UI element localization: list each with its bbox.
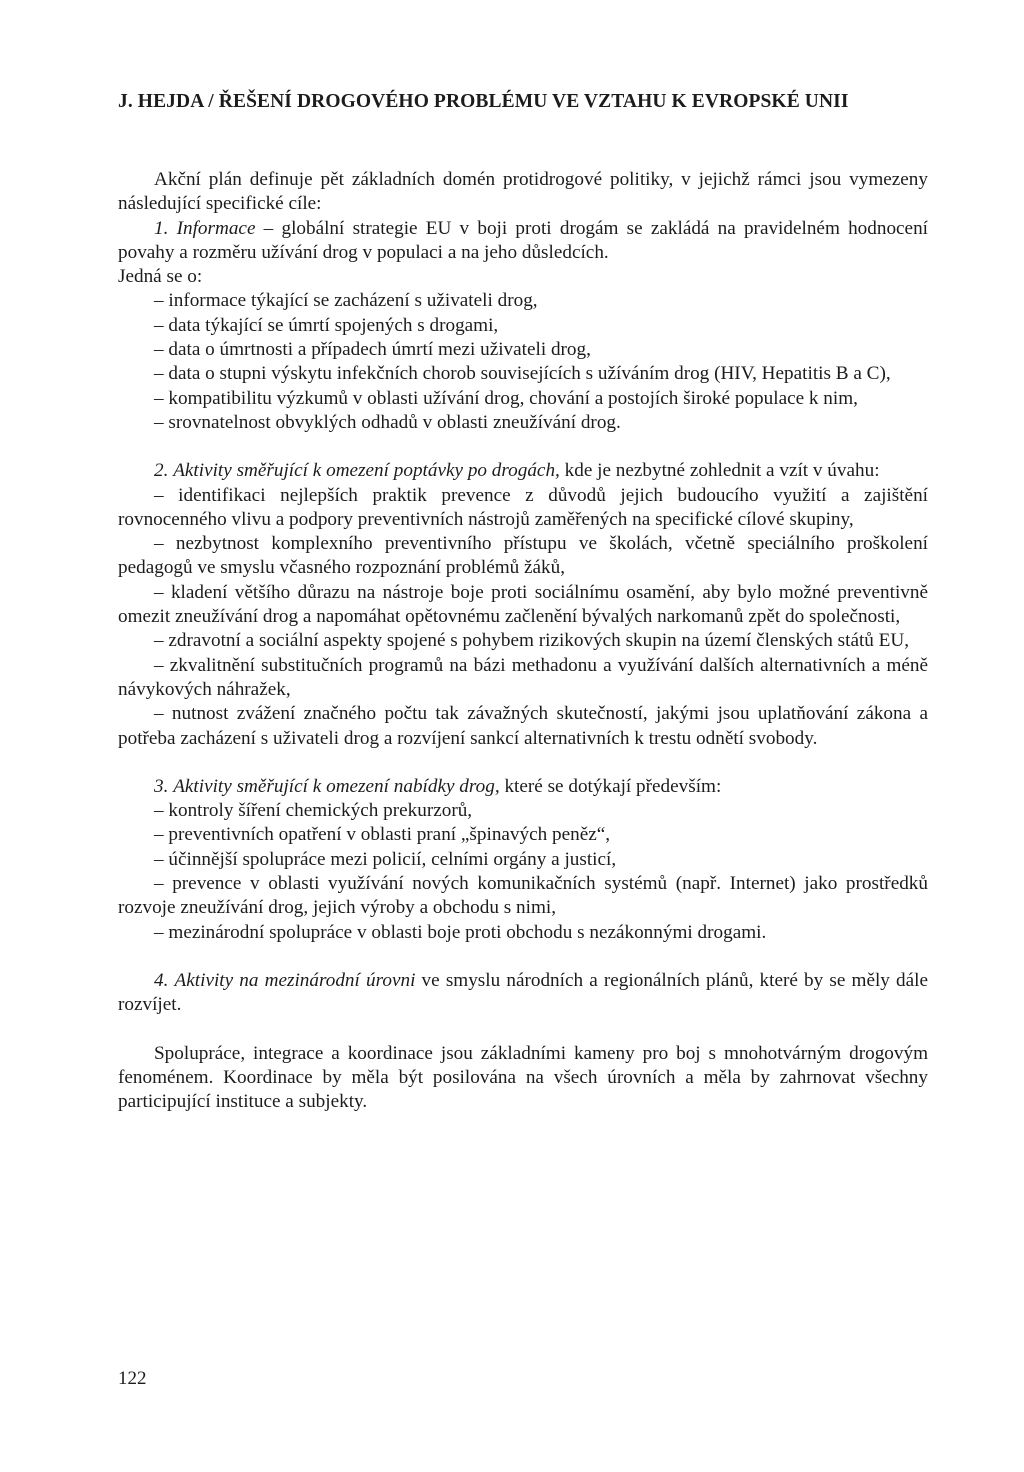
section-1-lead: Jedná se o: xyxy=(118,266,203,288)
section-3-title: Aktivity směřující k omezení nabídky drog, xyxy=(173,775,500,797)
section-2-text: kde je nezbytné zohlednit a vzít v úvahu: xyxy=(559,460,880,482)
section-2-paragraph xyxy=(118,459,928,483)
list-item: – účinnější spolupráce mezi policií, celními orgány a justicí, xyxy=(154,848,617,870)
list-item: – preventivních opatření v oblasti praní „špinavých peněz“, xyxy=(154,824,611,846)
list-item: – prevence v oblasti využívání nových komunikačních systémů (např. Internet) jako prostředků rozvoje zneužívání drog, jejich výroby a obchodu s nimi, xyxy=(118,873,928,919)
section-3-block xyxy=(118,775,928,945)
list-item: – data o stupni výskytu infekčních chorob souvisejících s užíváním drog (HIV, Hepatitis B a C), xyxy=(154,363,891,385)
section-2-number: 2. xyxy=(154,460,169,482)
list-item: – kladení většího důrazu na nástroje boje proti sociálnímu osamění, aby bylo možné preventivně omezit zneužívání drog a napomáhat opětovnému začlenění bývalých narkomanů zpět do společnosti, xyxy=(118,581,928,628)
list-item: – informace týkající se zacházení s uživateli drog, xyxy=(154,290,538,312)
section-1-block xyxy=(118,168,928,435)
section-3-paragraph xyxy=(118,775,928,799)
list-item: – kompatibilitu výzkumů v oblasti užívání drog, chování a postojích široké populace k nim, xyxy=(154,387,858,409)
section-2-title: Aktivity směřující k omezení poptávky po drogách, xyxy=(173,460,560,482)
section-4-number: 4. xyxy=(154,969,169,991)
list-item: – zdravotní a sociální aspekty spojené s pohybem rizikových skupin na území členských států EU, xyxy=(154,630,910,652)
section-3-text: které se dotýkají především: xyxy=(499,775,722,797)
list-item: – zkvalitnění substitučních programů na bázi methadonu a využívání dalších alternativních a méně návykových náhražek, xyxy=(118,654,928,700)
section-3-number: 3. xyxy=(154,775,169,797)
section-4-paragraph xyxy=(118,969,928,1018)
list-item: – srovnatelnost obvyklých odhadů v oblasti zneužívání drog. xyxy=(154,411,621,433)
list-item: – mezinárodní spolupráce v oblasti boje proti obchodu s nezákonnými drogami. xyxy=(154,921,767,943)
intro-paragraph: Akční plán definuje pět základních domén protidrogové politiky, v jejichž rámci jsou vymezeny následující specifické cíle: xyxy=(118,169,928,215)
list-item: – data týkající se úmrtí spojených s drogami, xyxy=(154,314,499,336)
section-1-title: Informace xyxy=(176,217,256,239)
list-item: – identifikaci nejlepších praktik prevence z důvodů jejich budoucího využití a zajištění rovnocenného vlivu a podpory preventivních nástrojů zaměřených na specifické cílové skupiny, xyxy=(118,484,928,530)
list-item: – kontroly šíření chemických prekurzorů, xyxy=(154,800,473,822)
list-item: – data o úmrtnosti a případech úmrtí mezi uživateli drog, xyxy=(154,339,591,361)
page-content xyxy=(118,88,928,1114)
section-2-block xyxy=(118,459,928,751)
section-4-title: Aktivity na mezinárodní úrovni xyxy=(174,969,416,991)
closing-paragraph: Spolupráce, integrace a koordinace jsou základními kameny pro boj s mnohotvárným drogovým fenoménem. Koordinace by měla být posilována na všech úrovních a měla by zahrnovat všechny participující instituce a subjekty. xyxy=(118,1042,928,1113)
section-4-block xyxy=(118,969,928,1018)
section-1-text: – globální strategie EU v boji proti drogám se zakládá na pravidelném hodnocení povahy a rozměru užívání drog v populaci a na jeho důsledcích. xyxy=(118,217,928,263)
list-item: – nezbytnost komplexního preventivního přístupu ve školách, včetně speciálního proškolení pedagogů ve smyslu včasného rozpoznání problémů žáků, xyxy=(118,533,928,579)
section-1-number: 1. xyxy=(154,217,169,239)
section-1-paragraph xyxy=(118,217,928,266)
section-4-text: ve smyslu národních a regionálních plánů, které by se měly dále rozvíjet. xyxy=(118,969,928,1016)
closing-block xyxy=(118,1042,928,1115)
page-number: 122 xyxy=(118,1368,147,1389)
running-title: J. HEJDA / ŘEŠENÍ DROGOVÉHO PROBLÉMU VE VZTAHU K EVROPSKÉ UNII xyxy=(118,91,849,112)
list-item: – nutnost zvážení značného počtu tak závažných skutečností, jakými jsou uplatňování zákona a potřeba zacházení s uživateli drog a rozvíjení sankcí alternativních k trestu odnětí svobody. xyxy=(118,703,928,749)
